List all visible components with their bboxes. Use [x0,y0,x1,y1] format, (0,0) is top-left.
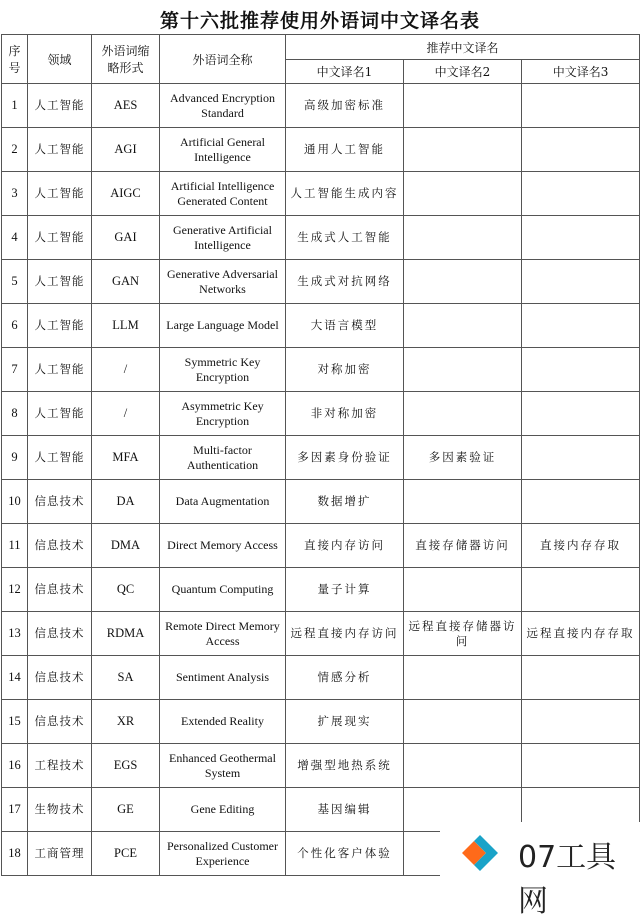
cell-cn3: 远程直接内存存取 [522,612,640,656]
cell-cn1: 基因编辑 [286,788,404,832]
cell-abbr: AIGC [92,172,160,216]
header-cn2: 中文译名2 [404,60,522,84]
cell-cn1: 数据增扩 [286,480,404,524]
cell-cn3 [522,568,640,612]
cell-cn1: 扩展现实 [286,700,404,744]
cell-domain: 人工智能 [28,84,92,128]
cell-cn2 [404,128,522,172]
cell-full: Generative Adversarial Networks [160,260,286,304]
cell-abbr: DA [92,480,160,524]
cell-abbr: GAI [92,216,160,260]
watermark [440,822,640,919]
cell-domain: 信息技术 [28,700,92,744]
cell-abbr: MFA [92,436,160,480]
cell-seq: 14 [2,656,28,700]
cell-seq: 13 [2,612,28,656]
cell-cn2 [404,656,522,700]
cell-full: Generative Artificial Intelligence [160,216,286,260]
cell-abbr: GAN [92,260,160,304]
cell-full: Sentiment Analysis [160,656,286,700]
page-title: 第十六批推荐使用外语词中文译名表 [159,10,480,32]
cell-seq: 11 [2,524,28,568]
cell-cn1: 对称加密 [286,348,404,392]
cell-abbr: EGS [92,744,160,788]
cell-cn2 [404,480,522,524]
table-row [2,656,640,700]
header-group: 推荐中文译名 [286,35,640,60]
cell-full: Gene Editing [160,788,286,832]
cell-abbr: AES [92,84,160,128]
cell-cn2 [404,392,522,436]
cell-seq: 8 [2,392,28,436]
table-row [2,436,640,480]
cell-domain: 人工智能 [28,128,92,172]
cell-full: Enhanced Geothermal System [160,744,286,788]
cell-cn3 [522,304,640,348]
table-row [2,128,640,172]
cell-cn2: 直接存储器访问 [404,524,522,568]
table-row [2,304,640,348]
table-row [2,744,640,788]
cell-seq: 12 [2,568,28,612]
cell-cn2 [404,568,522,612]
cell-full: Quantum Computing [160,568,286,612]
site-logo-icon [458,828,508,878]
cell-cn1: 情感分析 [286,656,404,700]
cell-full: Artificial General Intelligence [160,128,286,172]
cell-domain: 信息技术 [28,480,92,524]
cell-domain: 信息技术 [28,612,92,656]
cell-cn3 [522,128,640,172]
cell-cn1: 非对称加密 [286,392,404,436]
cell-cn1: 生成式对抗网络 [286,260,404,304]
table-row [2,216,640,260]
cell-domain: 生物技术 [28,788,92,832]
cell-cn3 [522,744,640,788]
cell-domain: 人工智能 [28,172,92,216]
cell-cn3: 直接内存存取 [522,524,640,568]
cell-domain: 信息技术 [28,524,92,568]
cell-cn3 [522,480,640,524]
cell-full: Advanced Encryption Standard [160,84,286,128]
cell-full: Asymmetric Key Encryption [160,392,286,436]
cell-full: Direct Memory Access [160,524,286,568]
cell-abbr: SA [92,656,160,700]
cell-abbr: GE [92,788,160,832]
cell-cn3 [522,700,640,744]
cell-abbr: AGI [92,128,160,172]
cell-abbr: / [92,348,160,392]
cell-cn3 [522,172,640,216]
cell-abbr: / [92,392,160,436]
table-row [2,84,640,128]
cell-cn2 [404,260,522,304]
cell-seq: 9 [2,436,28,480]
table-row [2,260,640,304]
cell-seq: 16 [2,744,28,788]
cell-cn1: 大语言模型 [286,304,404,348]
cell-abbr: LLM [92,304,160,348]
cell-cn1: 增强型地热系统 [286,744,404,788]
cell-cn3 [522,348,640,392]
cell-full: Multi-factor Authentication [160,436,286,480]
cell-seq: 7 [2,348,28,392]
cell-full: Extended Reality [160,700,286,744]
cell-cn1: 高级加密标准 [286,84,404,128]
cell-cn2 [404,84,522,128]
cell-domain: 人工智能 [28,216,92,260]
cell-full: Data Augmentation [160,480,286,524]
cell-cn3 [522,436,640,480]
cell-full: Symmetric Key Encryption [160,348,286,392]
cell-seq: 3 [2,172,28,216]
table-row [2,524,640,568]
header-domain: 领域 [28,35,92,84]
cell-seq: 1 [2,84,28,128]
cell-seq: 15 [2,700,28,744]
cell-cn2 [404,216,522,260]
table-row [2,568,640,612]
cell-cn1: 人工智能生成内容 [286,172,404,216]
cell-cn2 [404,304,522,348]
table-body [2,84,640,876]
header-abbr: 外语词缩略形式 [92,35,160,84]
cell-abbr: QC [92,568,160,612]
header-seq: 序号 [2,35,28,84]
table-row [2,700,640,744]
cell-full: Large Language Model [160,304,286,348]
cell-cn2: 多因素验证 [404,436,522,480]
table-row [2,480,640,524]
cell-cn3 [522,84,640,128]
cell-domain: 信息技术 [28,568,92,612]
cell-cn2 [404,700,522,744]
cell-domain: 人工智能 [28,436,92,480]
header-cn1: 中文译名1 [286,60,404,84]
cell-cn2: 远程直接存储器访问 [404,612,522,656]
cell-cn3 [522,260,640,304]
cell-abbr: DMA [92,524,160,568]
table-row [2,612,640,656]
cell-cn1: 多因素身份验证 [286,436,404,480]
cell-seq: 18 [2,832,28,876]
cell-domain: 人工智能 [28,260,92,304]
cell-abbr: XR [92,700,160,744]
cell-domain: 人工智能 [28,348,92,392]
cell-seq: 5 [2,260,28,304]
cell-cn1: 通用人工智能 [286,128,404,172]
cell-domain: 人工智能 [28,304,92,348]
cell-seq: 4 [2,216,28,260]
header-full: 外语词全称 [160,35,286,84]
cell-domain: 人工智能 [28,392,92,436]
cell-seq: 6 [2,304,28,348]
cell-full: Personalized Customer Experience [160,832,286,876]
cell-domain: 工商管理 [28,832,92,876]
cell-seq: 10 [2,480,28,524]
table-row [2,348,640,392]
cell-cn1: 远程直接内存访问 [286,612,404,656]
cell-full: Remote Direct Memory Access [160,612,286,656]
cell-cn1: 直接内存访问 [286,524,404,568]
cell-domain: 信息技术 [28,656,92,700]
cell-cn3 [522,216,640,260]
cell-full: Artificial Intelligence Generated Content [160,172,286,216]
cell-cn1: 量子计算 [286,568,404,612]
header-cn3: 中文译名3 [522,60,640,84]
cell-seq: 2 [2,128,28,172]
cell-cn3 [522,392,640,436]
watermark-text: 07工具网 [518,840,617,919]
cell-cn2 [404,348,522,392]
table-row [2,172,640,216]
cell-cn2 [404,172,522,216]
cell-seq: 17 [2,788,28,832]
cell-abbr: RDMA [92,612,160,656]
cell-abbr: PCE [92,832,160,876]
translation-table [1,34,640,876]
cell-cn3 [522,656,640,700]
cell-cn2 [404,744,522,788]
table-row [2,392,640,436]
cell-cn1: 个性化客户体验 [286,832,404,876]
cell-cn1: 生成式人工智能 [286,216,404,260]
cell-domain: 工程技术 [28,744,92,788]
